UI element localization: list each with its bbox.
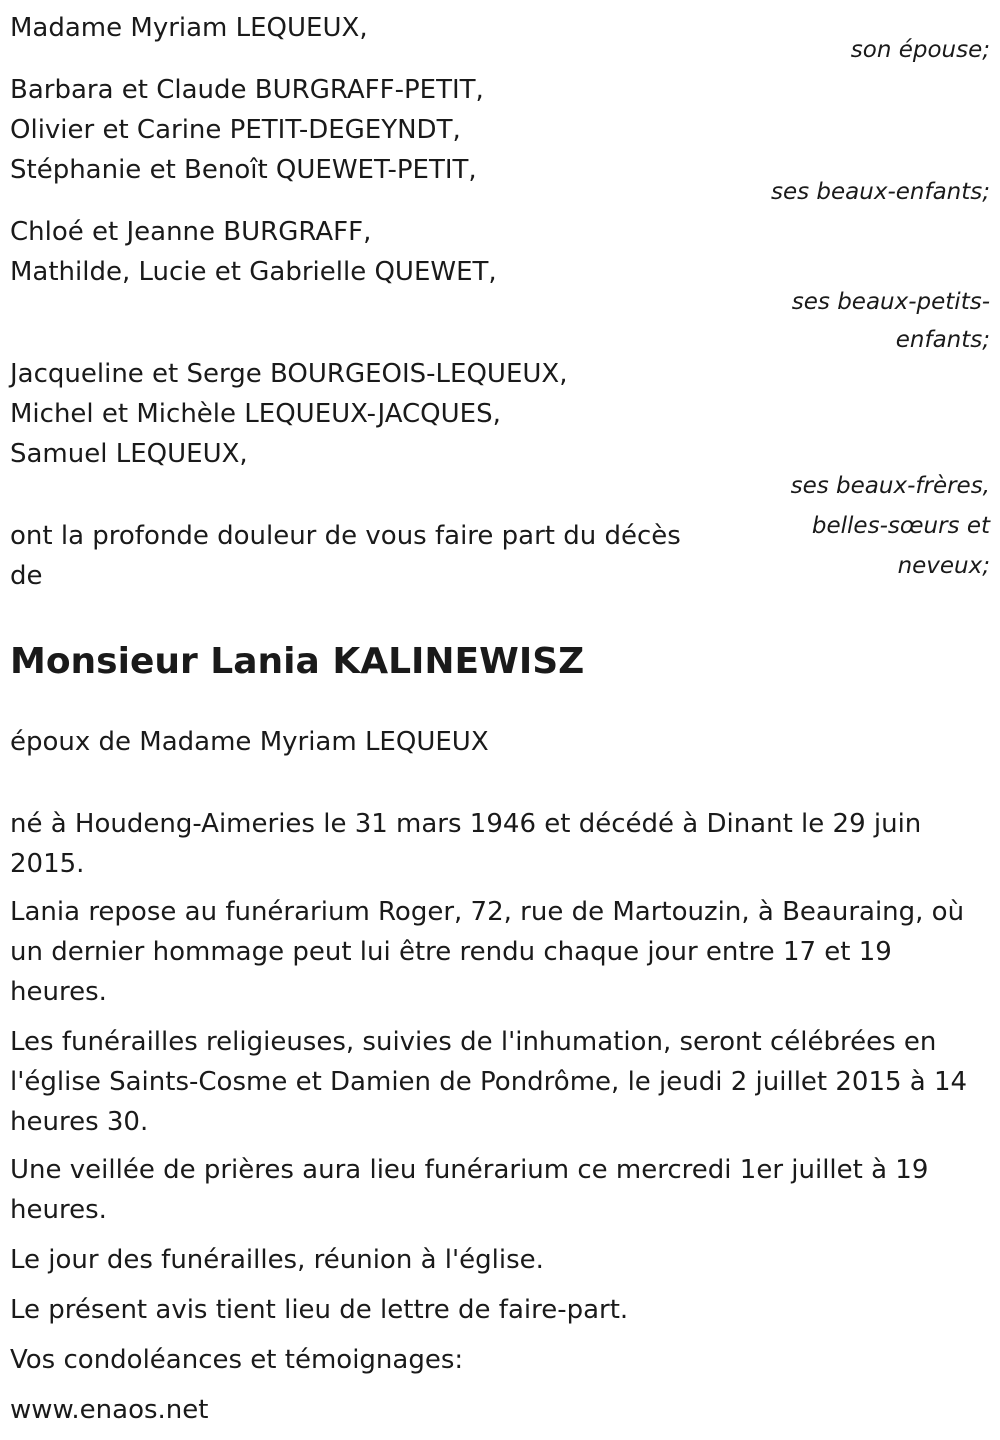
relation-label: ses beaux-enfants;	[770, 179, 990, 205]
family-name-line: Barbara et Claude BURGRAFF-PETIT,	[10, 75, 484, 105]
visitation-paragraph: Lania repose au funérarium Roger, 72, rue de Martouzin, à Beauraing, où un dernier hommage peut lui être rendu chaque jour entre 17 et 19 heures.	[10, 897, 965, 1007]
condolences-paragraph: Vos condoléances et témoignages:	[10, 1345, 464, 1375]
family-name-line: Michel et Michèle LEQUEUX-JACQUES,	[10, 399, 501, 429]
announcement-line: ont la profonde douleur de vous faire part du décès	[10, 521, 681, 551]
relation-label: ses beaux-petits-	[791, 289, 990, 315]
meeting-paragraph: Le jour des funérailles, réunion à l'église.	[10, 1245, 544, 1275]
funeral-paragraph: Les funérailles religieuses, suivies de l'inhumation, seront célébrées en l'église Saints-Cosme et Damien de Pondrôme, le jeudi 2 juillet 2015 à 14 heures 30.	[10, 1027, 968, 1137]
announcement-line: de	[10, 561, 43, 591]
birth-death-paragraph: né à Houdeng-Aimeries le 31 mars 1946 et décédé à Dinant le 29 juin 2015.	[10, 809, 922, 879]
family-name-line: Madame Myriam LEQUEUX,	[10, 13, 368, 43]
spouse-of-text: époux de Madame Myriam LEQUEUX	[10, 727, 489, 757]
announcement-text	[10, 516, 730, 596]
family-name-line: Olivier et Carine PETIT-DEGEYNDT,	[10, 115, 461, 145]
vigil-paragraph: Une veillée de prières aura lieu funérarium ce mercredi 1er juillet à 19 heures.	[10, 1155, 929, 1225]
family-name-line: Mathilde, Lucie et Gabrielle QUEWET,	[10, 257, 497, 287]
relation-label: belles-sœurs et	[811, 513, 990, 539]
relation-label: son épouse;	[850, 37, 990, 63]
notice-paragraph: Le présent avis tient lieu de lettre de faire-part.	[10, 1295, 629, 1325]
family-name-line: Samuel LEQUEUX,	[10, 439, 248, 469]
relation-label: neveux;	[897, 553, 990, 579]
family-name-line: Jacqueline et Serge BOURGEOIS-LEQUEUX,	[10, 359, 568, 389]
website-link[interactable]: www.enaos.net	[10, 1395, 209, 1425]
family-name-line: Chloé et Jeanne BURGRAFF,	[10, 217, 372, 247]
relation-label: enfants;	[895, 327, 990, 353]
deceased-name: Monsieur Lania KALINEWISZ	[10, 641, 585, 682]
relation-label: ses beaux-frères,	[790, 473, 990, 499]
family-name-line: Stéphanie et Benoît QUEWET-PETIT,	[10, 155, 477, 185]
